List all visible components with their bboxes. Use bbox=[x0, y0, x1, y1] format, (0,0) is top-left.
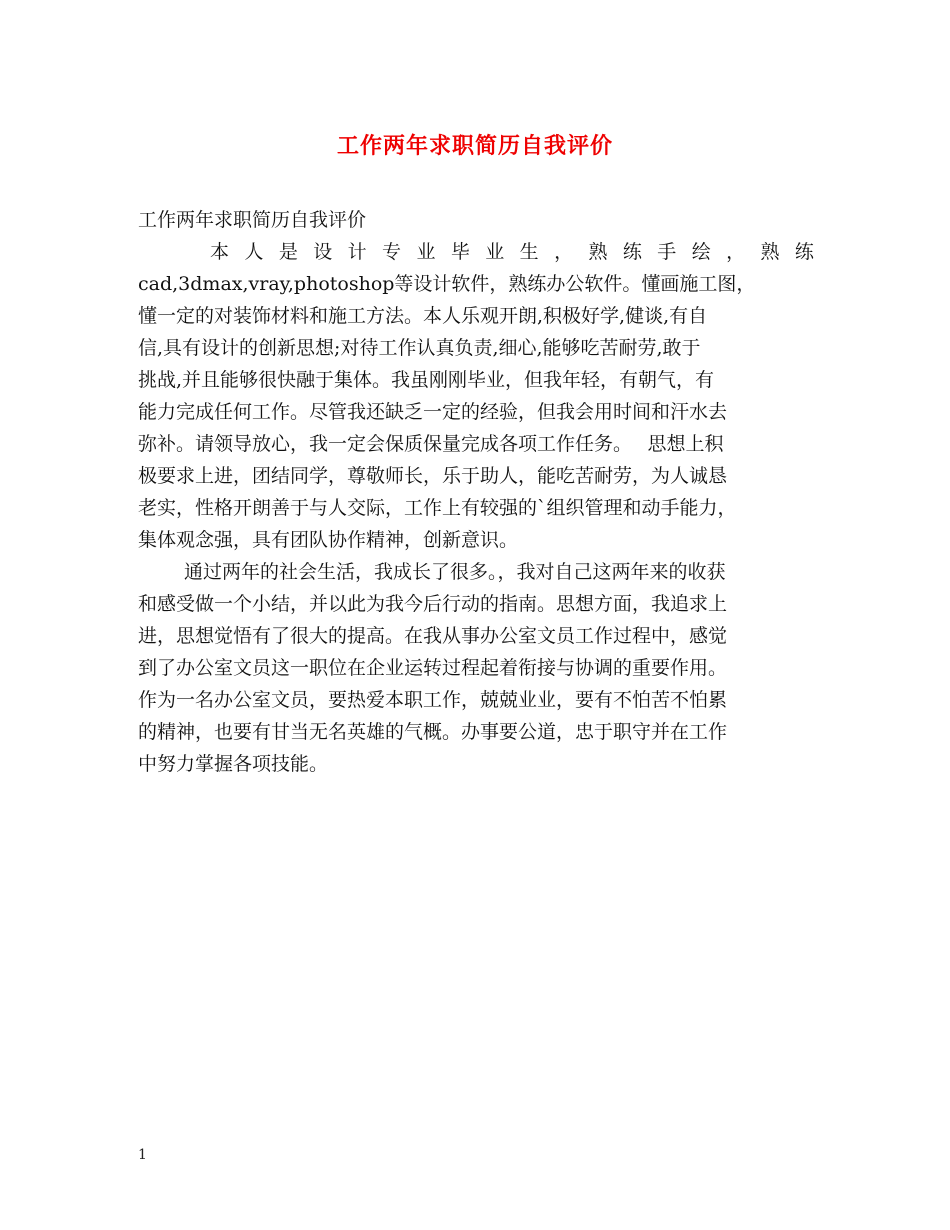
body-line-2-char: 业 bbox=[416, 241, 436, 263]
body-line-2-char: 熟 bbox=[760, 241, 780, 263]
body-line-11: 集体观念强，具有团队协作精神，创新意识。 bbox=[138, 529, 519, 551]
body-line-18: 中努力掌握各项技能。 bbox=[138, 753, 329, 775]
body-line-2 bbox=[138, 236, 814, 268]
body-line-2-char: ， bbox=[554, 241, 574, 263]
body-line-13: 和感受做一个小结，并以此为我今后行动的指南。思想方面，我追求上 bbox=[138, 593, 728, 615]
page-number: 1 bbox=[138, 1147, 147, 1163]
document-body bbox=[138, 204, 814, 780]
body-line-2-char: 专 bbox=[382, 241, 402, 263]
body-line-2-char: 计 bbox=[347, 241, 367, 263]
body-line-2-char: 练 bbox=[622, 241, 642, 263]
body-line-2-char: 业 bbox=[485, 241, 505, 263]
body-line-9: 极要求上进，团结同学，尊敬师长，乐于助人，能吃苦耐劳，为人诚恳 bbox=[138, 465, 728, 487]
body-line-2-char: 绘 bbox=[691, 241, 711, 263]
body-line-17: 的精神，也要有甘当无名英雄的气概。办事要公道，忠于职守并在工作 bbox=[138, 721, 728, 743]
body-line-8: 弥补。请领导放心，我一定会保质保量完成各项工作任务。 思想上积 bbox=[138, 433, 724, 455]
body-line-15: 到了办公室文员这一职位在企业运转过程起着衔接与协调的重要作用。 bbox=[138, 657, 728, 679]
body-line-2-char: 人 bbox=[244, 241, 264, 263]
body-line-16: 作为一名办公室文员，要热爱本职工作，兢兢业业，要有不怕苦不怕累 bbox=[138, 689, 728, 711]
body-line-4: 懂一定的对装饰材料和施工方法。本人乐观开朗,积极好学,健谈,有自 bbox=[138, 305, 708, 327]
body-line-5: 信,具有设计的创新思想;对待工作认真负责,细心,能够吃苦耐劳,敢于 bbox=[138, 337, 701, 359]
body-line-2-char: ， bbox=[726, 241, 746, 263]
body-line-2-char: 熟 bbox=[588, 241, 608, 263]
body-line-6: 挑战,并且能够很快融于集体。我虽刚刚毕业，但我年轻，有朝气，有 bbox=[138, 369, 715, 391]
body-line-2-char: 练 bbox=[794, 241, 814, 263]
body-line-2-char: 生 bbox=[519, 241, 539, 263]
body-line-2-char: 是 bbox=[278, 241, 298, 263]
body-line-7: 能力完成任何工作。尽管我还缺乏一定的经验，但我会用时间和汗水去 bbox=[138, 401, 728, 423]
document-title: 工作两年求职简历自我评价 bbox=[336, 134, 613, 159]
body-line-10: 老实，性格开朗善于与人交际，工作上有较强的`组织管理和动手能力， bbox=[138, 497, 737, 519]
body-line-14: 进，思想觉悟有了很大的提高。在我从事办公室文员工作过程中，感觉 bbox=[138, 625, 728, 647]
body-line-2-char: 本 bbox=[210, 241, 230, 263]
body-line-3: cad,3dmax,vray,photoshop等设计软件，熟练办公软件。懂画施工图， bbox=[138, 273, 756, 295]
body-line-1: 工作两年求职简历自我评价 bbox=[138, 209, 367, 231]
body-line-2-char: 设 bbox=[313, 241, 333, 263]
body-line-2-char: 毕 bbox=[450, 241, 470, 263]
body-line-12: 通过两年的社会生活，我成长了很多。，我对自己这两年来的收获 bbox=[184, 561, 726, 583]
body-line-2-char: 手 bbox=[657, 241, 677, 263]
